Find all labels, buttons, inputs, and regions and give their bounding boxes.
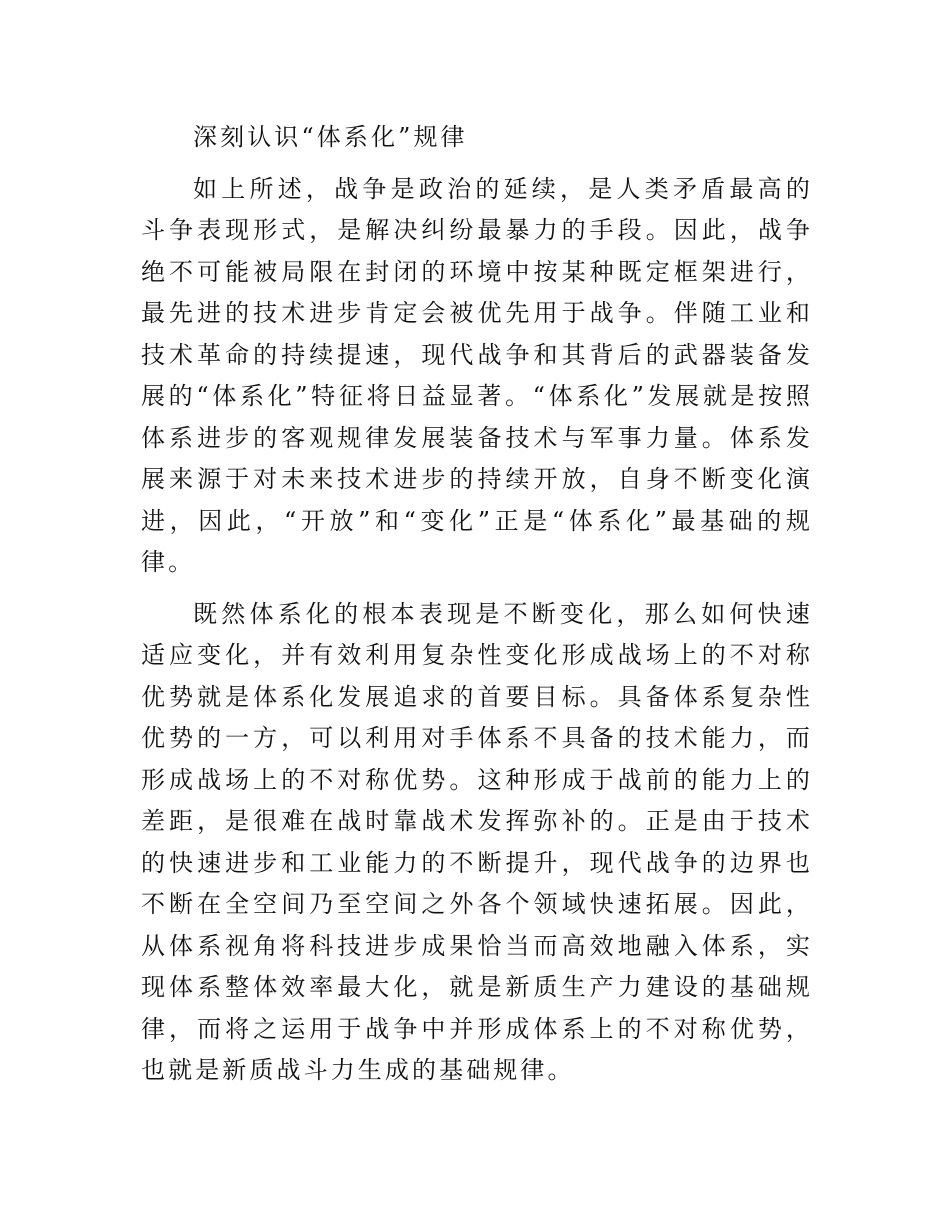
section-heading: 深刻认识“体系化”规律	[193, 123, 468, 151]
paragraph-2: 既然体系化的根本表现是不断变化，那么如何快速适应变化，并有效利用复杂性变化形成战场上的不对称优势就是体系化发展追求的首要目标。具备体系复杂性优势的一方，可以利用对手体系不具备的技术能力，而形成战场上的不对称优势。这种形成于战前的能力上的差距，是很难在战时靠战术发挥弥补的。正是由于技术的快速进步和工业能力的不断提升，现代战争的边界也不断在全空间乃至空间之外各个领域快速拓展。因此，从体系视角将科技进步成果恰当而高效地融入体系，实现体系整体效率最大化，就是新质生产力建设的基础规律，而将之运用于战争中并形成体系上的不对称优势，也就是新质战斗力生成的基础规律。	[141, 599, 813, 1084]
paragraph-1: 如上所述，战争是政治的延续，是人类矛盾最高的斗争表现形式，是解决纠纷最暴力的手段。因此，战争绝不可能被局限在封闭的环境中按某种既定框架进行，最先进的技术进步肯定会被优先用于战争。伴随工业和技术革命的持续提速，现代战争和其背后的武器装备发展的“体系化”特征将日益显著。“体系化”发展就是按照体系进步的客观规律发展装备技术与军事力量。体系发展来源于对未来技术进步的持续开放，自身不断变化演进，因此，“开放”和“变化”正是“体系化”最基础的规律。	[141, 174, 813, 576]
document-body	[141, 117, 813, 1092]
